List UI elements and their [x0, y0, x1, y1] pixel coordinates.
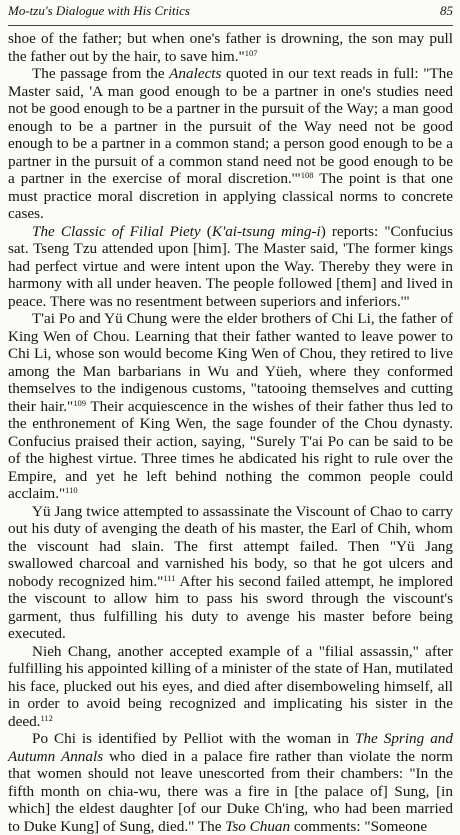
italic-title: The Classic of Filial Piety — [32, 222, 201, 240]
text-run: ( — [200, 222, 212, 240]
running-title: Mo-tzu's Dialogue with His Critics — [8, 3, 190, 18]
text-run: Nieh Chang, another accepted example of a "filial assassin," after fulfilling his appointed killing of a minister of the state of Han, mutilated his face, plucked out his eyes, and died after disemboweling himself, all in order to avoid being recognized and implicating his sister in the deed. — [8, 642, 453, 730]
italic-title: The Spring and Autumn Annals — [8, 730, 453, 765]
paragraph — [8, 65, 453, 223]
running-head — [8, 0, 453, 26]
text-run: After his second failed attempt, he implored the viscount to allow him to pass his sword through the viscount's garment, thus fulfilling his duty to avenge his master before being executed. — [8, 572, 454, 642]
italic-title: Tso Chuan — [225, 817, 291, 835]
text-run: shoe of the father; but when one's father is drowning, the son may pull the father out by the hair, to save him." — [8, 30, 453, 65]
paragraph — [8, 223, 453, 311]
footnote-marker: 112 — [40, 712, 53, 723]
paragraph — [8, 643, 453, 731]
text-run: Po Chi is identified by Pelliot with the woman in — [32, 730, 355, 747]
text-run: who died in a palace fire rather than violate the norm that women should not leave unescorted from their chambers: "In the fifth month on chia-wu, there was a fire in [the palace of] Sung, [in which] the eldest daughter [of our Duke Ch'ing, who had been married to Duke Kung] of Sung, died." The — [8, 747, 453, 835]
paragraph — [8, 503, 453, 643]
text-run: Yü Jang twice attempted to assassinate the Viscount of Chao to carry out his duty of avenging the death of his master, the Earl of Chih, whom the viscount had slain. The first attempt failed. Then "Yü Jang swallowed charcoal and varnished his body, so that he got ulcers and nobody recognized him." — [8, 502, 453, 590]
text-run: ) reports: "Confucius sat. Tseng Tzu attended upon [him]. The Master said, 'The former kings had perfect virtue and were intent upon the Way. Thereby they were in harmony with all under heaven. The people followed [them] and lived in peace. There was no resentment between superiors and inferiors.'" — [8, 222, 453, 310]
footnote-marker: 108 — [300, 170, 314, 180]
page-number: 85 — [440, 3, 453, 18]
text-run: The point is that one must practice moral discretion in applying classical norms to concrete cases. — [8, 170, 453, 222]
footnote-marker: 107 — [244, 47, 258, 58]
italic-title: K'ai-tsung ming-i — [211, 222, 321, 240]
body-text — [8, 30, 453, 835]
text-run: quoted in our text reads in full: "The Master said, 'A man good enough to be a partner in one's studies need not be good enough to be a partner in the pursuit of the Way; a man good enough to be a partner in the pursuit of the Way need not be good enough to be a partner in a common stand; a person good enough to be a partner in the pursuit of a common stand need not be good enough to be a partner in the exercise of moral discretion.'" — [8, 65, 454, 187]
footnote-marker: 109 — [73, 397, 86, 408]
paragraph — [8, 30, 453, 65]
text-run: comments: "Someone — [290, 817, 428, 835]
footnote-marker: 110 — [65, 485, 78, 495]
paragraph — [8, 730, 453, 835]
footnote-marker: 111 — [163, 572, 176, 583]
paragraph — [8, 310, 453, 503]
italic-title: Analects — [169, 65, 222, 82]
text-run: The passage from the — [32, 65, 170, 82]
text-run: Their acquiescence in the wishes of their father thus led to the enthronement of King Wen, the sage founder of the Chou dynasty. Confucius praised their action, saying, "Surely T'ai Po can be said to be of the highest virtue. Three times he abdicated his right to rule over the Empire, and yet he left behind nothing the common people could acclaim." — [8, 397, 453, 502]
text-run: T'ai Po and Yü Chung were the elder brothers of Chi Li, the father of King Wen of Chou. Learning that their father wanted to leave power to Chi Li, whose son would become King Wen of Chou, they retired to live among the Man barbarians in Wu and Yüeh, where they conformed themselves to the indigenous customs, "tatooing themselves and cutting their hair." — [8, 310, 453, 415]
